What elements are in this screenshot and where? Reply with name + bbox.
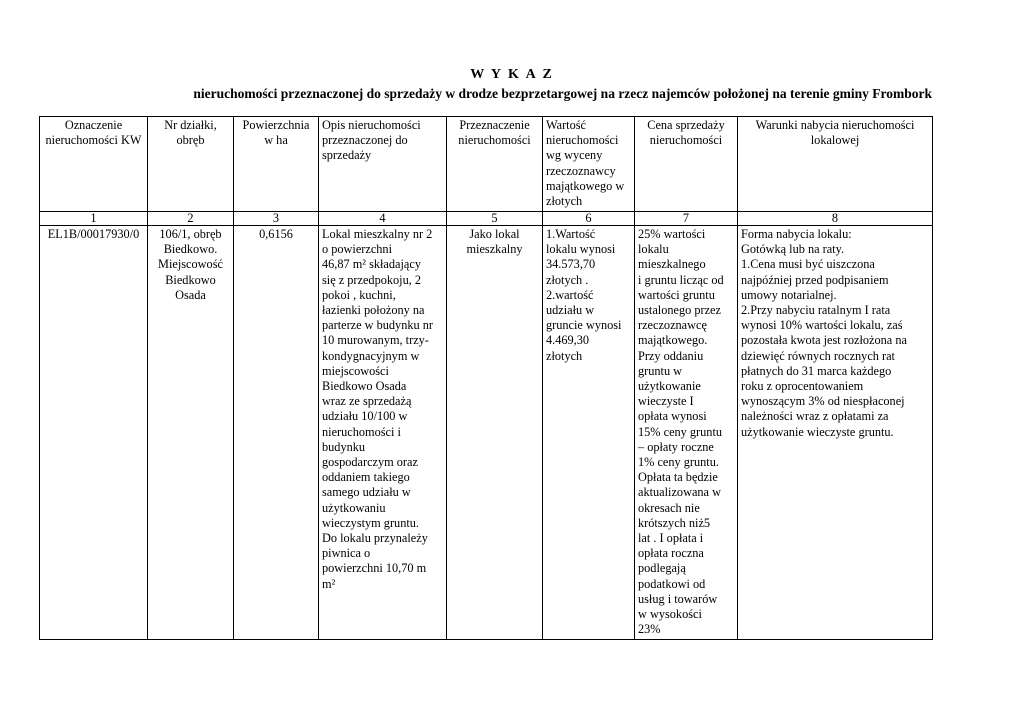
price-line: użytkowanie xyxy=(638,379,701,394)
price-line: 25% wartości xyxy=(638,227,706,241)
description-line: powierzchni 10,70 m xyxy=(322,561,427,576)
price-line: gruntu w xyxy=(638,363,683,378)
price-line: ustalonego przez xyxy=(638,303,721,318)
property-table xyxy=(39,116,933,640)
description-line: Lokal mieszkalny nr 2 xyxy=(322,227,433,241)
column-number: 5 xyxy=(447,212,543,226)
column-number: 6 xyxy=(543,212,635,226)
value-line: udziału w xyxy=(546,303,595,318)
conditions-line: umowy notarialnej. xyxy=(741,287,837,302)
value-line: złotych . xyxy=(546,272,589,287)
description-line: m² xyxy=(322,576,336,591)
cell-description xyxy=(319,226,447,640)
price-line: w wysokości xyxy=(638,607,702,622)
description-line: łazienki położony na xyxy=(322,303,425,318)
description-line: się z przedpokoju, 2 xyxy=(322,272,422,287)
conditions-line: najpóźniej przed podpisaniem xyxy=(741,272,889,287)
column-number: 3 xyxy=(234,212,319,226)
cell-conditions xyxy=(738,226,933,640)
header-value: Wartość nieruchomości wg wyceny rzeczoznawcy majątkowego w złotych xyxy=(543,117,635,212)
description-line: parterze w budynku nr xyxy=(322,318,433,333)
conditions-line: wynoszącym 3% od niespłaconej xyxy=(741,394,905,409)
description-line: budynku xyxy=(322,439,366,454)
description-line: Biedkowo Osada xyxy=(322,379,407,394)
conditions-line: pozostała kwota jest rozłożona na xyxy=(741,333,907,348)
description-line: pokoi , kuchni, xyxy=(322,287,396,302)
price-line: mieszkalnego xyxy=(638,257,706,272)
price-line: – opłaty roczne xyxy=(638,439,714,454)
price-line: okresach nie xyxy=(638,500,700,515)
price-line: usług i towarów xyxy=(638,591,718,606)
conditions-line: 2.Przy nabyciu ratalnym I rata xyxy=(741,303,891,318)
conditions-line: płatnych do 31 marca każdego xyxy=(741,363,892,378)
column-number: 7 xyxy=(635,212,738,226)
header-row xyxy=(40,117,933,212)
price-line: aktualizowana w xyxy=(638,485,721,500)
price-line: wartości gruntu xyxy=(638,287,715,302)
description-line: nieruchomości i xyxy=(322,424,401,439)
header-description: Opis nieruchomości przeznaczonej do sprzedaży xyxy=(319,117,447,212)
cell-price xyxy=(635,226,738,640)
header-price: Cena sprzedaży nieruchomości xyxy=(635,117,738,212)
price-line: podlegają xyxy=(638,561,686,576)
conditions-line: roku z oprocentowaniem xyxy=(741,379,864,394)
cell-purpose: Jako lokal mieszkalny xyxy=(447,226,543,640)
header-purpose: Przeznaczenie nieruchomości xyxy=(447,117,543,212)
conditions-line: należności wraz z opłatami za xyxy=(741,409,889,424)
header-kw: Oznaczenie nieruchomości KW xyxy=(40,117,148,212)
header-conditions: Warunki nabycia nieruchomości lokalowej xyxy=(738,117,933,212)
column-number: 1 xyxy=(40,212,148,226)
description-line: wraz ze sprzedażą xyxy=(322,394,412,409)
description-line: miejscowości xyxy=(322,363,389,378)
description-line: wieczystym gruntu. xyxy=(322,515,419,530)
value-line: złotych xyxy=(546,348,583,363)
price-line: 23% xyxy=(638,622,661,637)
conditions-line: wynosi 10% wartości lokalu, zaś xyxy=(741,318,903,333)
value-line: 4.469,30 xyxy=(546,333,590,348)
value-line: lokalu wynosi xyxy=(546,242,616,257)
price-line: 15% ceny gruntu xyxy=(638,424,723,439)
description-line: kondygnacyjnym w xyxy=(322,348,420,363)
price-line: 1% ceny gruntu. xyxy=(638,455,719,470)
cell-value xyxy=(543,226,635,640)
price-line: lat . I opłata i xyxy=(638,531,704,546)
column-number: 8 xyxy=(738,212,933,226)
column-number-row xyxy=(40,212,933,226)
price-line: wieczyste I xyxy=(638,394,694,409)
value-line: gruncie wynosi xyxy=(546,318,622,333)
description-line: samego udziału w xyxy=(322,485,411,500)
price-line: lokalu xyxy=(638,242,669,257)
price-line: opłata roczna xyxy=(638,546,704,561)
value-line: 1.Wartość xyxy=(546,227,596,241)
document-subtitle: nieruchomości przeznaczonej do sprzedaży w drodze bezprzetargowej na rzecz najemców położonej na terenie gminy Frombork xyxy=(193,86,932,101)
description-line: Do lokalu przynależy xyxy=(322,531,428,546)
description-line: gospodarczym oraz xyxy=(322,455,418,470)
header-area: Powierzchnia w ha xyxy=(234,117,319,212)
description-line: o powierzchni xyxy=(322,242,392,257)
conditions-line: Gotówką lub na raty. xyxy=(741,242,845,257)
conditions-line: 1.Cena musi być uiszczona xyxy=(741,257,875,272)
cell-parcel: 106/1, obręb Biedkowo. Miejscowość Biedkowo Osada xyxy=(148,226,234,640)
description-line: 10 murowanym, trzy- xyxy=(322,333,429,348)
value-line: 2.wartość xyxy=(546,287,594,302)
description-line: udziału 10/100 w xyxy=(322,409,408,424)
header-parcel: Nr działki, obręb xyxy=(148,117,234,212)
description-line: 46,87 m² składający xyxy=(322,257,421,272)
cell-kw: EL1B/00017930/0 xyxy=(40,226,148,640)
description-line: piwnica o xyxy=(322,546,371,561)
table-row xyxy=(40,226,933,640)
conditions-line: użytkowanie wieczyste gruntu. xyxy=(741,424,894,439)
price-line: majątkowego. xyxy=(638,333,708,348)
column-number: 2 xyxy=(148,212,234,226)
price-line: i gruntu licząc od xyxy=(638,272,724,287)
column-number: 4 xyxy=(319,212,447,226)
value-line: 34.573,70 xyxy=(546,257,596,272)
description-line: oddaniem takiego xyxy=(322,470,410,485)
price-line: Przy oddaniu xyxy=(638,348,704,363)
document-title: W Y K A Z xyxy=(470,67,554,82)
price-line: podatkowi od xyxy=(638,576,706,591)
conditions-line: Forma nabycia lokalu: xyxy=(741,227,852,241)
price-line: krótszych niż5 xyxy=(638,515,711,530)
description-line: użytkowaniu xyxy=(322,500,386,515)
price-line: Opłata ta będzie xyxy=(638,470,718,485)
price-line: opłata wynosi xyxy=(638,409,707,424)
cell-area: 0,6156 xyxy=(234,226,319,640)
price-line: rzeczoznawcę xyxy=(638,318,707,333)
conditions-line: dziewięć równych rocznych rat xyxy=(741,348,895,363)
